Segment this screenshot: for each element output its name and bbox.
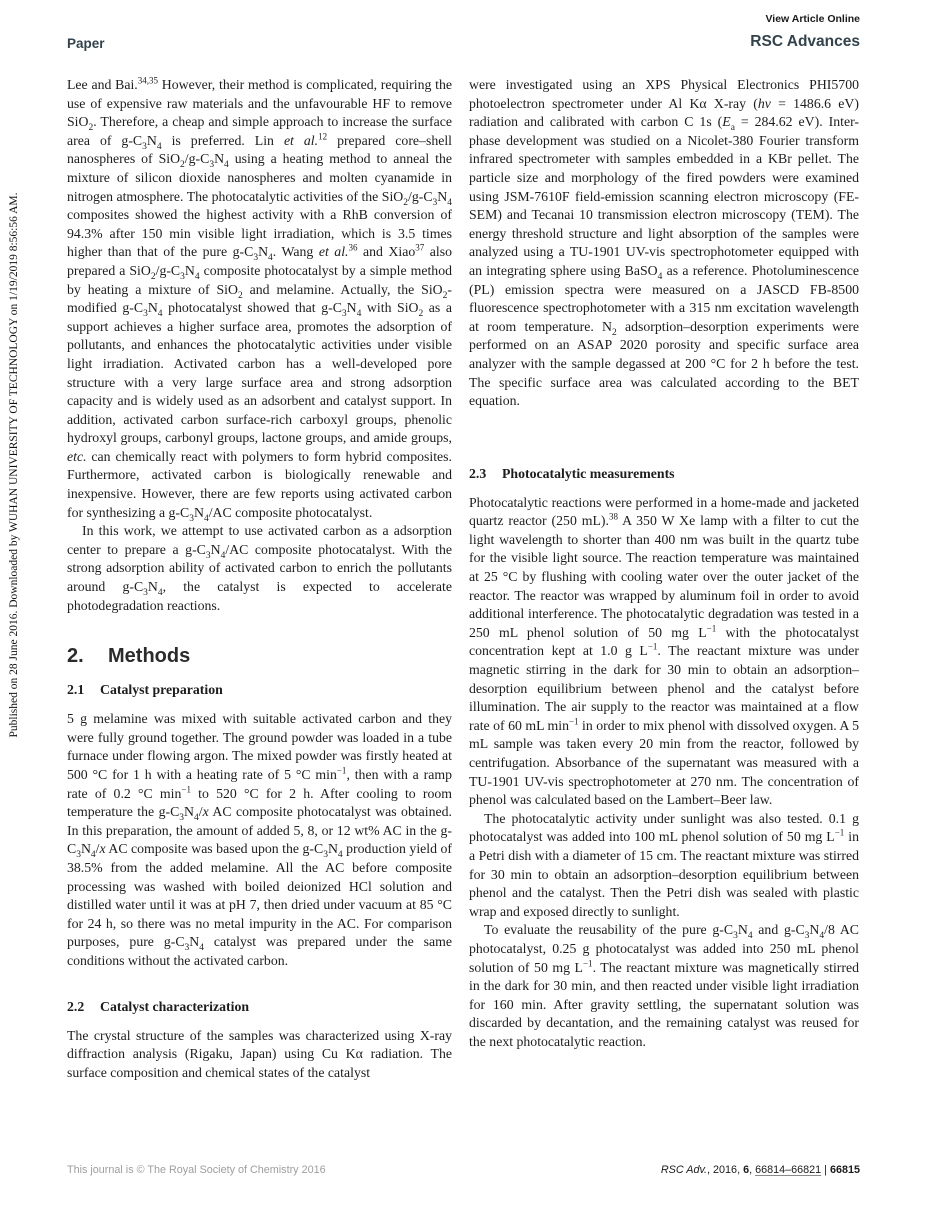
subsection-heading-catalyst-preparation xyxy=(67,681,452,698)
journal-name: RSC Advances xyxy=(750,33,860,50)
right-column xyxy=(469,76,859,1052)
section-number: 2. xyxy=(67,645,84,668)
subsection-number: 2.1 xyxy=(67,682,85,698)
subsection-title: Catalyst characterization xyxy=(100,998,250,1014)
paragraph-this-work: In this work, we attempt to use activated carbon as a adsorption center to prepare a $g-C_3N_4/AC$ composite photocatalyst. With the strong adsorption ability of activated carbon to enrich the pollutants around $g-C_3N_4$, the catalyst is expected to accelerate photodegradation reactions. xyxy=(67,523,452,613)
left-column xyxy=(67,76,452,1082)
section-title: Methods xyxy=(108,645,191,668)
subsection-title: Photocatalytic measurements xyxy=(502,465,675,481)
footer-copyright: This journal is © The Royal Society of Chemistry 2016 xyxy=(67,1164,326,1176)
footer-citation: RSC Adv., 2016, 6, 66814–66821 | 66815 xyxy=(660,1164,860,1176)
paragraph-catalyst-characterization: The crystal structure of the samples was characterized using X-ray diffraction analysis (Rigaku, Japan) using Cu Kα radiation. The surface composition and chemical states of the catalyst xyxy=(67,1027,452,1080)
subsection-heading-photocatalytic-measurements xyxy=(469,465,859,482)
subsection-title: Catalyst preparation xyxy=(100,682,223,698)
paragraph-characterization-continued: were investigated using an XPS Physical Electronics PHI5700 photoelectron spectrometer under Al Kα X-ray (hν = 1486.6 eV) radiation and calibrated with carbon C 1s ($E_a = 284.62$ eV). Inter-phase development was studied on a Nicolet-380 Fourier transform infrared spectrometer with samples embedded in a KBr pellet. The particle size and morphology of the fired powders were examined using JSM-7610F field-emission scanning electron microscopy (FE-SEM) and Tecanai 10 transmission electron microscopy (TEM). The energy threshold structure and light absorption of the samples were analyzed using a TU-1901 UV-vis spectrophotometer equipped with an integrating sphere using BaSO$_4$ as a reference. Photoluminescence (PL) emission spectra were measured on a JASCD FB-8500 fluorescence spectrophotometer with a 315 nm excitation wavelength at room temperature. $N_2$ adsorption–desorption experiments were performed on an ASAP 2020 porosity and specific surface area analyzer with the sample degassed at 200 °C for 2 h before the test. The specific surface area was calculated according to the BET equation. xyxy=(469,77,859,409)
provenance-sidebar-text: Published on 28 June 2016. Downloaded by WUHAN UNIVERSITY OF TECHNOLOGY on 1/19/2019 8:56:56 AM. xyxy=(8,192,20,738)
subsection-number: 2.2 xyxy=(67,998,85,1014)
subsection-heading-catalyst-characterization xyxy=(67,998,452,1015)
paragraph-introduction-continued: Lee and Bai.$^{34,35}$ However, their method is complicated, requiring the use of expensive raw materials and the unfavourable HF to remove SiO$_2$. Therefore, a cheap and simple approach to increase the surface area of $g-C_3N_4$ is preferred. Lin et al.$^{12}$ prepared core–shell nanospheres of $SiO_2/g-C_3N_4$ using a heating method to anneal the mixture of silicon dioxide nanospheres and molten cyanamide in nitrogen atmosphere. The photocatalytic activities of the $SiO_2/g-C_3N_4$ composites showed the highest activity with a RhB conversion of 94.3% after 150 min visible light irradiation, which is 3.5 times higher than that of the pure $g-C_3N_4$. Wang et al.$^{36}$ and Xiao$^{37}$ also prepared a $SiO_2/g-C_3N_4$ composite photocatalyst by a simple method by heating a mixture of SiO$_2$ and melamine. Actually, the SiO$_2$-modified $g-C_3N_4$ photocatalyst showed that $g-C_3N_4$ with SiO$_2$ as a support achieves a higher surface area, promotes the adsorption of pollutants, and enhances the photocatalytic activities under visible light irradiation. Activated carbon has a well-developed pore structure with a very large surface area and strong adsorption capacity and is widely used as an adsorbent and catalyst support. In addition, activated carbon surface-rich carboxyl groups, phenolic hydroxyl groups, carbonyl groups, lactone groups, and amide groups, etc. can chemically react with polymers to form hybrid composites. Furthermore, activated carbon is biologically renewable and inexpensive. However, there are few reports using activated carbon for synthesizing a $g-C_3N_4/AC$ composite photocatalyst. xyxy=(67,75,453,524)
paragraph-sunlight-test: The photocatalytic activity under sunlight was also tested. 0.1 g photocatalyst was added into 100 mL phenol solution of 50 mg $L^{-1}$ in a Petri dish with a diameter of 15 cm. The reactant mixture was stirred for 30 min to obtain an adsorption–desorption equilibrium between phenol and the catalyst. Then the Petri dish was sealed with plastic wrap and exposed directly to sunlight. xyxy=(469,810,859,919)
paragraph-photocatalytic-measurements: Photocatalytic reactions were performed in a home-made and jacketed quartz reactor (250 mL).$^{38}$ A 350 W Xe lamp with a filter to cut the light wavelength to shorter than 400 nm was built in the quartz tube for the visible light source. The reaction temperature was maintained at 25 °C by flushing with cooling water over the outer jacket of the reactor. The reactor was wrapped by aluminum foil in order to avoid additional interference. The photocatalytic degradation was tested in a 250 mL phenol solution of 50 mg $L^{-1}$ with the photocatalyst concentration kept at 1.0 g $L^{-1}$. The reactant mixture was under magnetic stirring in the dark for 30 min to obtain an adsorption–desorption equilibrium between phenol and the catalyst before illumination. The air supply to the reactor was maintained at a flow rate of 60 mL $\min^{-1}$ in order to mix phenol with dissolved oxygen. A 5 mL sample was taken every 20 min from the reactor, followed by centrifugation. Absorbance of the supernatant was measured with a TU-1901 UV-vis spectrophotometer at 270 nm. The concentration of phenol was calculated based on the Lambert–Beer law. xyxy=(469,494,860,808)
subsection-number: 2.3 xyxy=(469,465,487,481)
paragraph-catalyst-preparation: 5 g melamine was mixed with suitable activated carbon and they were fully ground together. The ground powder was loaded in a tube furnace under flowing argon. The mixed powder was firstly heated at 500 °C for 1 h with a heating rate of 5 °C $\min^{-1}$, then with a ramp rate of 0.2 °C $\min^{-1}$ to 520 °C for 2 h. After cooling to room temperature the $g-C_3N_4/x$ AC composite photocatalyst was obtained. In this preparation, the amount of added 5, 8, or 12 wt% AC in the $g-C_3N_4/x$ AC composite was based upon the $g-C_3N_4$ production yield of 38.5% from the added melamine. All the AC before composite processing was washed with boiled deionized HCl solution and distilled water until it was at pH 7, then dried under vacuum at 85 °C for 24 h, so there was no metal impurity in the AC. For comparison purposes, pure $g-C_3N_4$ catalyst was prepared under the same conditions without the activated carbon. xyxy=(67,711,452,968)
view-article-online-link[interactable]: View Article Online xyxy=(765,13,860,25)
article-type-label: Paper xyxy=(67,36,105,51)
section-heading-methods xyxy=(67,644,452,668)
paragraph-reusability: To evaluate the reusability of the pure $g-C_3N_4$ and $g-C_3N_4/8$ AC photocatalyst, 0.25 g photocatalyst was added into 250 mL phenol solution of 50 mg $L^{-1}$. The reactant mixture was magnetically stirred in the dark for 30 min, and then reacted under visible light irradiation for 160 min. After gravity settling, the supernatant solution was discarded by decantation, and the remaining catalyst was reused for the next photocatalytic reaction. xyxy=(469,922,860,1049)
